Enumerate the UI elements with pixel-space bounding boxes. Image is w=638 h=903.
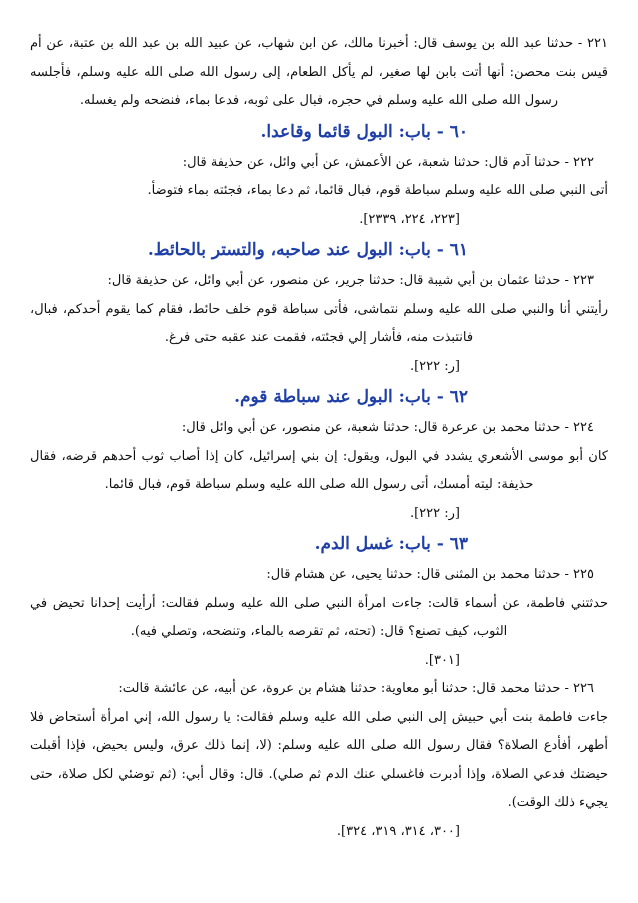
hadith-matn: جاءت فاطمة بنت أبي حبيش إلى النبي صلى الله عليه وسلم فقالت: يا رسول الله، إني امرأة أستحاض فلا أطهر، أفأدع الصلاة؟ فقال رسول الله صلى الله عليه وسلم: (لا، إنما ذلك عرق، وليس بحيض، فإذا أقبلت حيضتك فدعي الصلاة، وإذا أدبرت فاغسلي عنك الدم ثم صلي). قال: وقال أبي: (ثم توضئي لكل صلاة، حتى يجيء ذلك الوقت). bbox=[30, 709, 609, 810]
cross-reference: [٣٠١]. bbox=[424, 652, 460, 668]
bab-63 bbox=[30, 528, 608, 675]
bab-62 bbox=[30, 381, 608, 528]
hadith-text: ٢٢١ - حدثنا عبد الله بن يوسف قال: أخبرنا مالك، عن ابن شهاب، عن عبيد الله بن عبد الله بن عتبة، عن أم قيس بنت محصن: أنها أتت بابن لها صغير، لم يأكل الطعام، إلى رسول الله صلى الله عليه وسلم، فأجلسه رسول الله صلى الله عليه وسلم في حجره، فبال على ثوبه، فدعا بماء، فنضحه ولم يغسله. bbox=[30, 36, 608, 108]
cross-reference: [ر: ٢٢٢]. bbox=[409, 505, 460, 521]
chapter-heading: ٦٠ - باب: البول قائما وقاعدا. bbox=[260, 121, 468, 142]
hadith-matn: حدثتني فاطمة، عن أسماء قالت: جاءت امرأة النبي صلى الله عليه وسلم فقالت: أرأيت إحدانا تحيض في الثوب، كيف تصنع؟ قال: (تحته، ثم تقرصه بالماء، وتنضحه، وتصلي فيه). bbox=[30, 595, 608, 639]
hadith-matn: أتى النبي صلى الله عليه وسلم سباطة قوم، فبال قائما، ثم دعا بماء، فجئته بماء فتوضأ. bbox=[147, 183, 608, 198]
chapter-heading: ٦٣ - باب: غسل الدم. bbox=[314, 534, 468, 554]
hadith-isnad: ٢٢٣ - حدثنا عثمان بن أبي شيبة قال: حدثنا جرير، عن منصور، عن أبي وائل، عن حذيفة قال: bbox=[107, 273, 594, 288]
chapter-heading: ٦١ - باب: البول عند صاحبه، والتستر بالحائط. bbox=[147, 240, 468, 260]
hadith-isnad: ٢٢٦ - حدثنا محمد قال: حدثنا أبو معاوية: حدثنا هشام بن عروة، عن أبيه، عن عائشة قالت: bbox=[118, 681, 594, 696]
bab-61 bbox=[30, 234, 608, 381]
chapter-heading: ٦٢ - باب: البول عند سباطة قوم. bbox=[234, 387, 468, 407]
bab-60 bbox=[30, 116, 608, 235]
cross-reference: [٣٠٠، ٣١٤، ٣١٩، ٣٢٤]. bbox=[336, 823, 460, 839]
cross-reference: [٢٢٣، ٢٢٤، ٢٣٣٩]. bbox=[359, 211, 460, 227]
hadith-matn: رأيتني أنا والنبي صلى الله عليه وسلم نتماشى، فأتى سباطة قوم خلف حائط، فقام كما يقوم أحدكم، فبال، فانتبذت منه، فأشار إلي فجئته، فقمت عند عقبه حتى فرغ. bbox=[30, 301, 608, 345]
hadith-isnad: ٢٢٢ - حدثنا آدم قال: حدثنا شعبة، عن الأعمش، عن أبي وائل، عن حذيفة قال: bbox=[182, 154, 594, 170]
hadith-221 bbox=[30, 30, 608, 116]
hadith-isnad: ٢٢٤ - حدثنا محمد بن عرعرة قال: حدثنا شعبة، عن منصور، عن أبي وائل قال: bbox=[181, 420, 594, 435]
cross-reference: [ر: ٢٢٢]. bbox=[409, 358, 460, 374]
hadith-isnad: ٢٢٥ - حدثنا محمد بن المثنى قال: حدثنا يحيى، عن هشام قال: bbox=[266, 567, 594, 582]
hadith-matn: كان أبو موسى الأشعري يشدد في البول، ويقول: إن بني إسرائيل، كان إذا أصاب ثوب أحدهم قرضه، فقال حذيفة: ليته أمسك، أتى رسول الله صلى الله عليه وسلم سباطة قوم، فبال قائما. bbox=[30, 448, 608, 492]
hadith-226 bbox=[30, 675, 608, 846]
